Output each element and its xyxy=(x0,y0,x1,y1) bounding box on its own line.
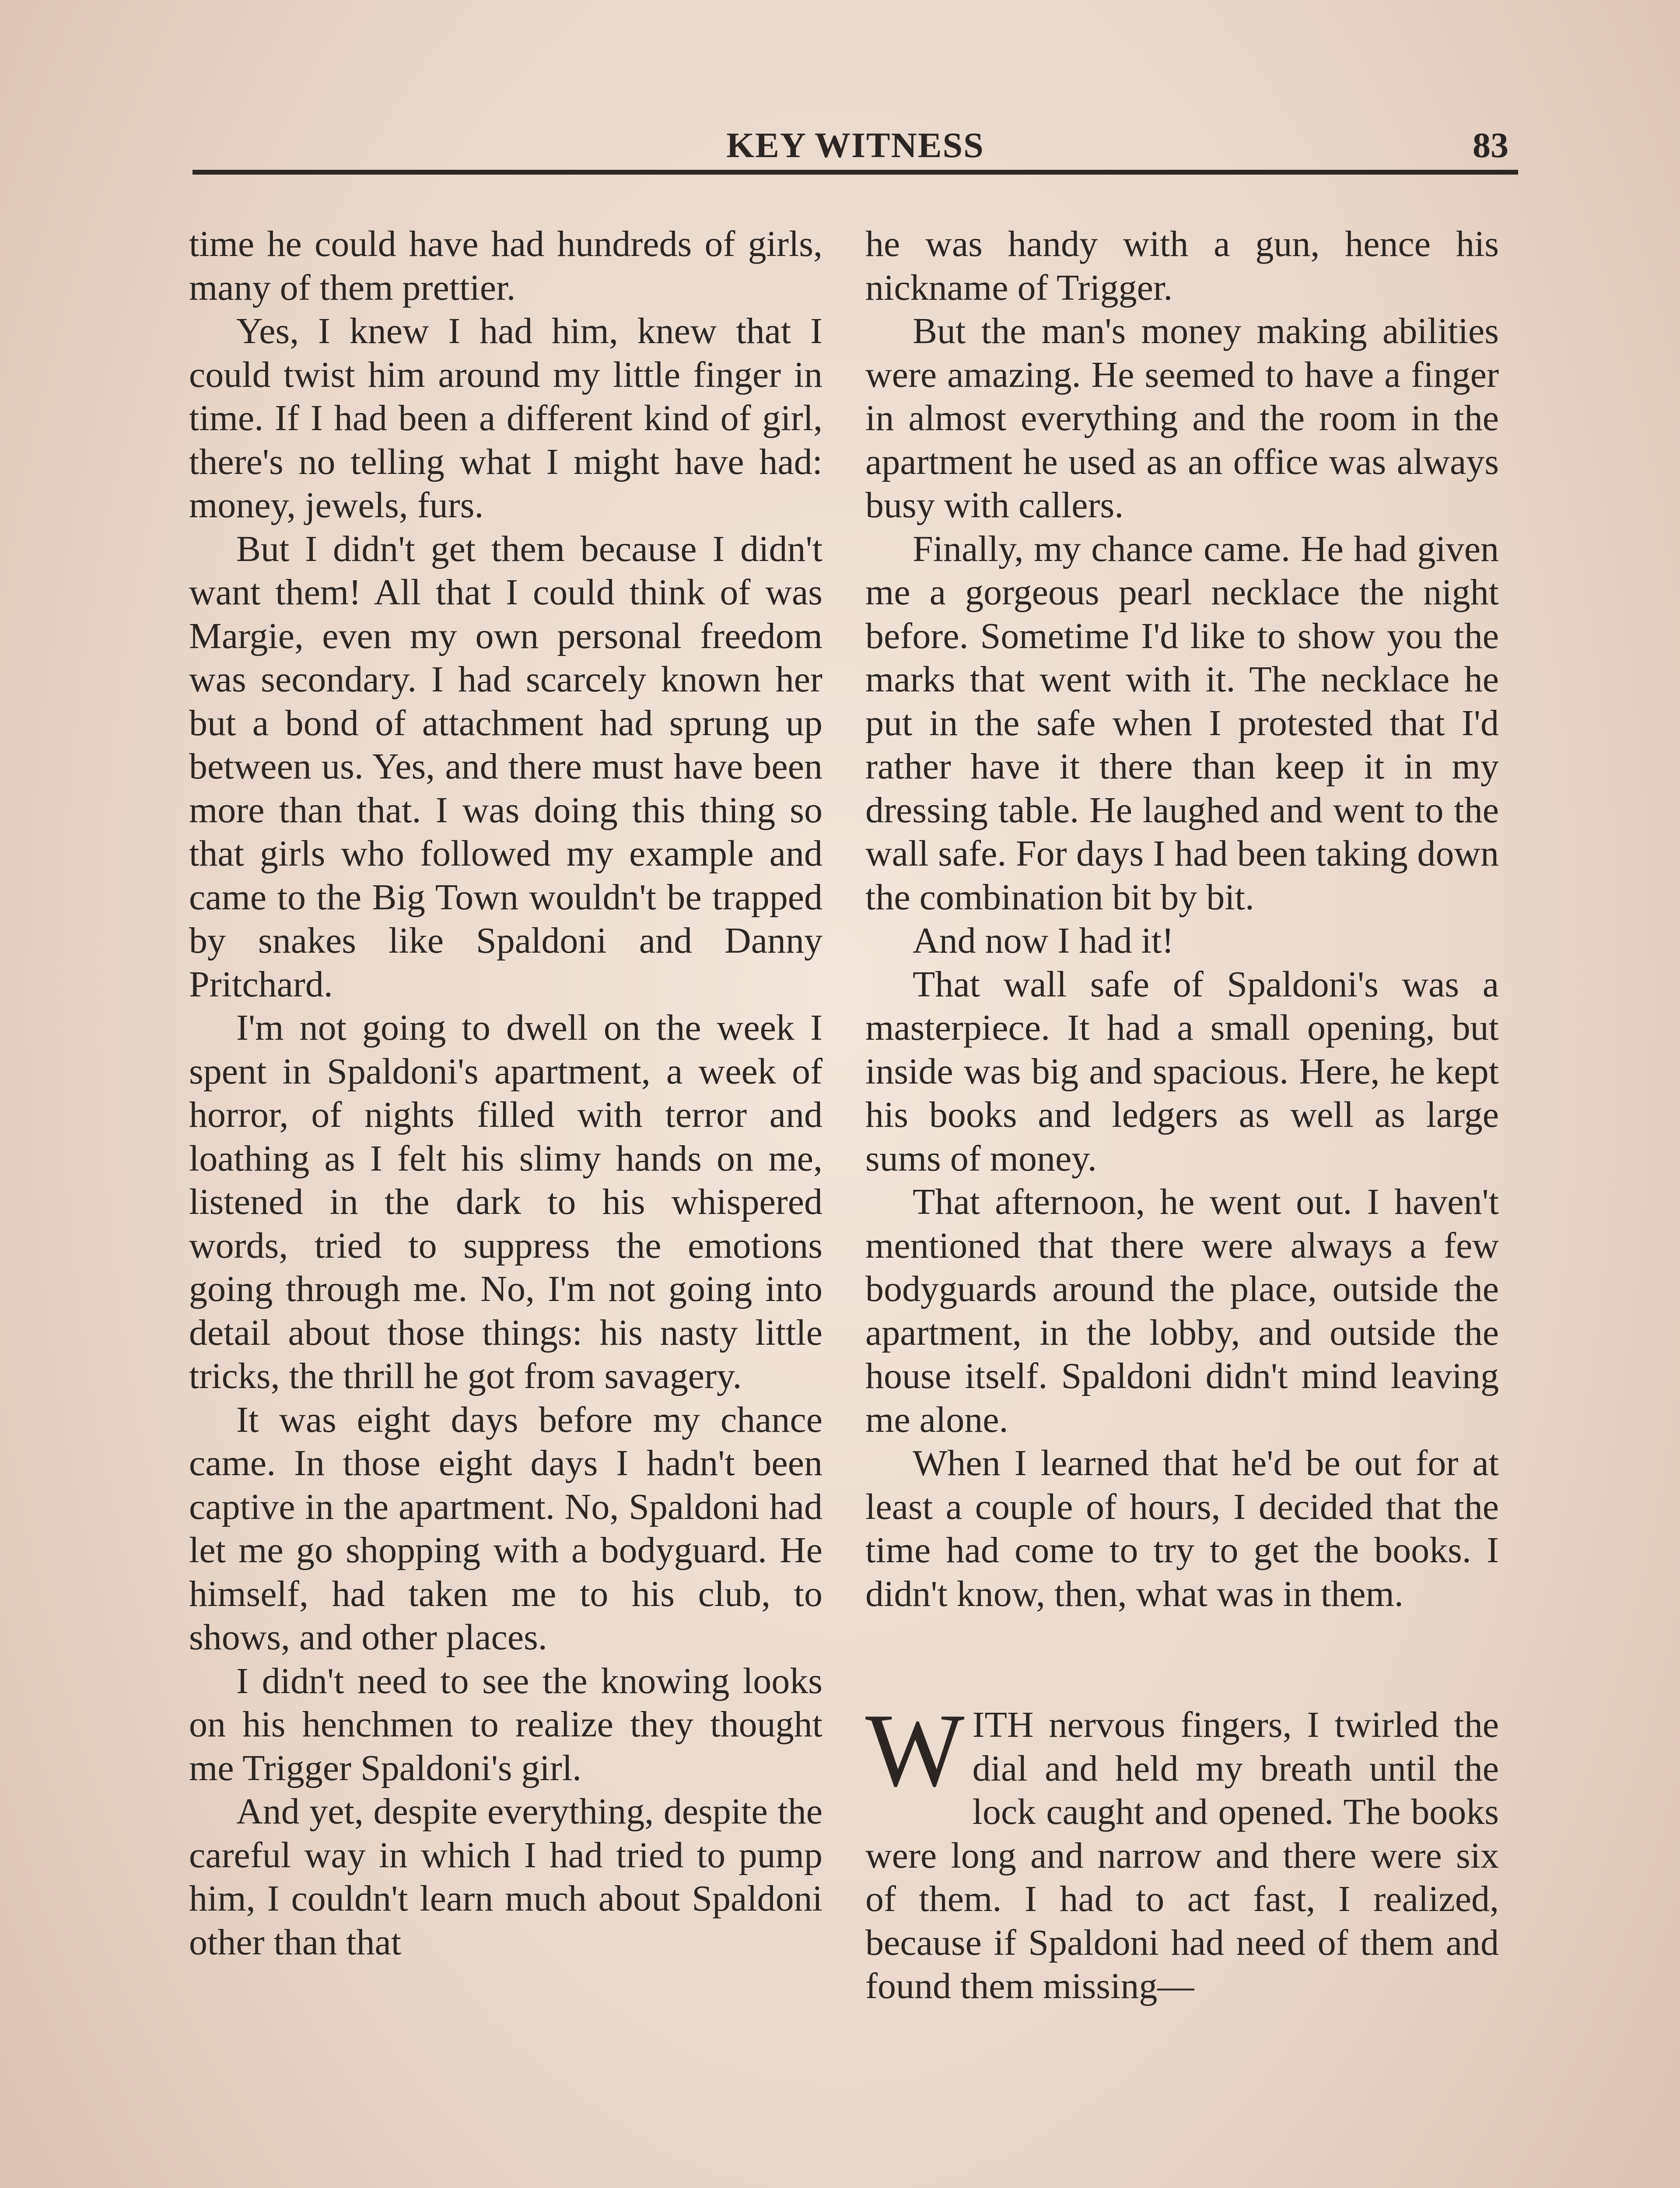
paragraph: But I didn't get them because I didn't want them! All that I could think of was Margie, even my own personal freedom was secondary. I had scarcely known her but a bond of attachment had sprung up between us. Yes, and there must have been more than that. I was doing this thing so that girls who followed my example and came to the Big Town wouldn't be trapped by snakes like Spaldoni and Danny Pritchard. xyxy=(189,528,822,1005)
paragraph: I'm not going to dwell on the week I spent in Spaldoni's apartment, a week of horror, of nights filled with terror and loathing as I felt his slimy hands on me, listened in the dark to his whispered words, tried to suppress the emotions going through me. No, I'm not going into detail about those things: his nasty little tricks, the thrill he got from savagery. xyxy=(189,1007,822,1396)
left-column xyxy=(189,222,822,1964)
paragraph: When I learned that he'd be out for at least a couple of hours, I decided that the time had come to try to get the books. I didn't know, then, what was in them. xyxy=(865,1443,1499,1614)
section-paragraph xyxy=(865,1692,1499,2008)
page-header xyxy=(192,116,1518,164)
paragraph: And yet, despite everything, despite the careful way in which I had tried to pump him, I couldn't learn much about Spaldoni other than that xyxy=(189,1791,822,1963)
paragraph: I didn't need to see the knowing looks on his henchmen to realize they thought me Trigger Spaldoni's girl. xyxy=(189,1660,822,1788)
paragraph: And now I had it! xyxy=(913,920,1174,961)
section-text: ITH nervous fingers, I twirled the dial and held my breath until the lock caught and opened. The books were long and narrow and there were six of them. I had to act fast, I realized, because if Spaldoni had need of them and found them missing— xyxy=(865,1704,1499,2006)
paragraph: But the man's money making abilities were amazing. He seemed to have a finger in almost everything and the room in the apartment he used as an office was always busy with callers. xyxy=(865,311,1499,526)
page-number: 83 xyxy=(1473,125,1508,165)
paragraph: It was eight days before my chance came. In those eight days I hadn't been captive in the apartment. No, Spaldoni had let me go shopping with a bodyguard. He himself, had taken me to his club, to shows, and other places. xyxy=(189,1399,822,1658)
paragraph: That wall safe of Spaldoni's was a masterpiece. It had a small opening, but inside was big and spacious. Here, he kept his books and ledgers as well as large sums of money. xyxy=(865,964,1499,1179)
header-rule xyxy=(192,170,1518,175)
paragraph: Yes, I knew I had him, knew that I could twist him around my little finger in time. If I had been a different kind of girl, there's no telling what I might have had: money, jewels, furs. xyxy=(189,311,822,526)
paragraph: he was handy with a gun, hence his nickname of Trigger. xyxy=(865,224,1499,308)
running-title: KEY WITNESS xyxy=(726,125,984,165)
paragraph: Finally, my chance came. He had given me a gorgeous pearl necklace the night before. Sometime I'd like to show you the marks that went with it. The necklace he put in the safe when I protested that I'd rather have it there than keep it in my dressing table. He laughed and went to the wall safe. For days I had been taking down the combination bit by bit. xyxy=(865,528,1499,918)
right-column xyxy=(865,222,1499,2008)
drop-cap: W xyxy=(865,1692,965,1808)
paragraph: That afternoon, he went out. I haven't mentioned that there were always a few bodyguards around the place, outside the apartment, in the lobby, and outside the house itself. Spaldoni didn't mind leaving me alone. xyxy=(865,1182,1499,1440)
paragraph: time he could have had hundreds of girls, many of them prettier. xyxy=(189,224,822,308)
